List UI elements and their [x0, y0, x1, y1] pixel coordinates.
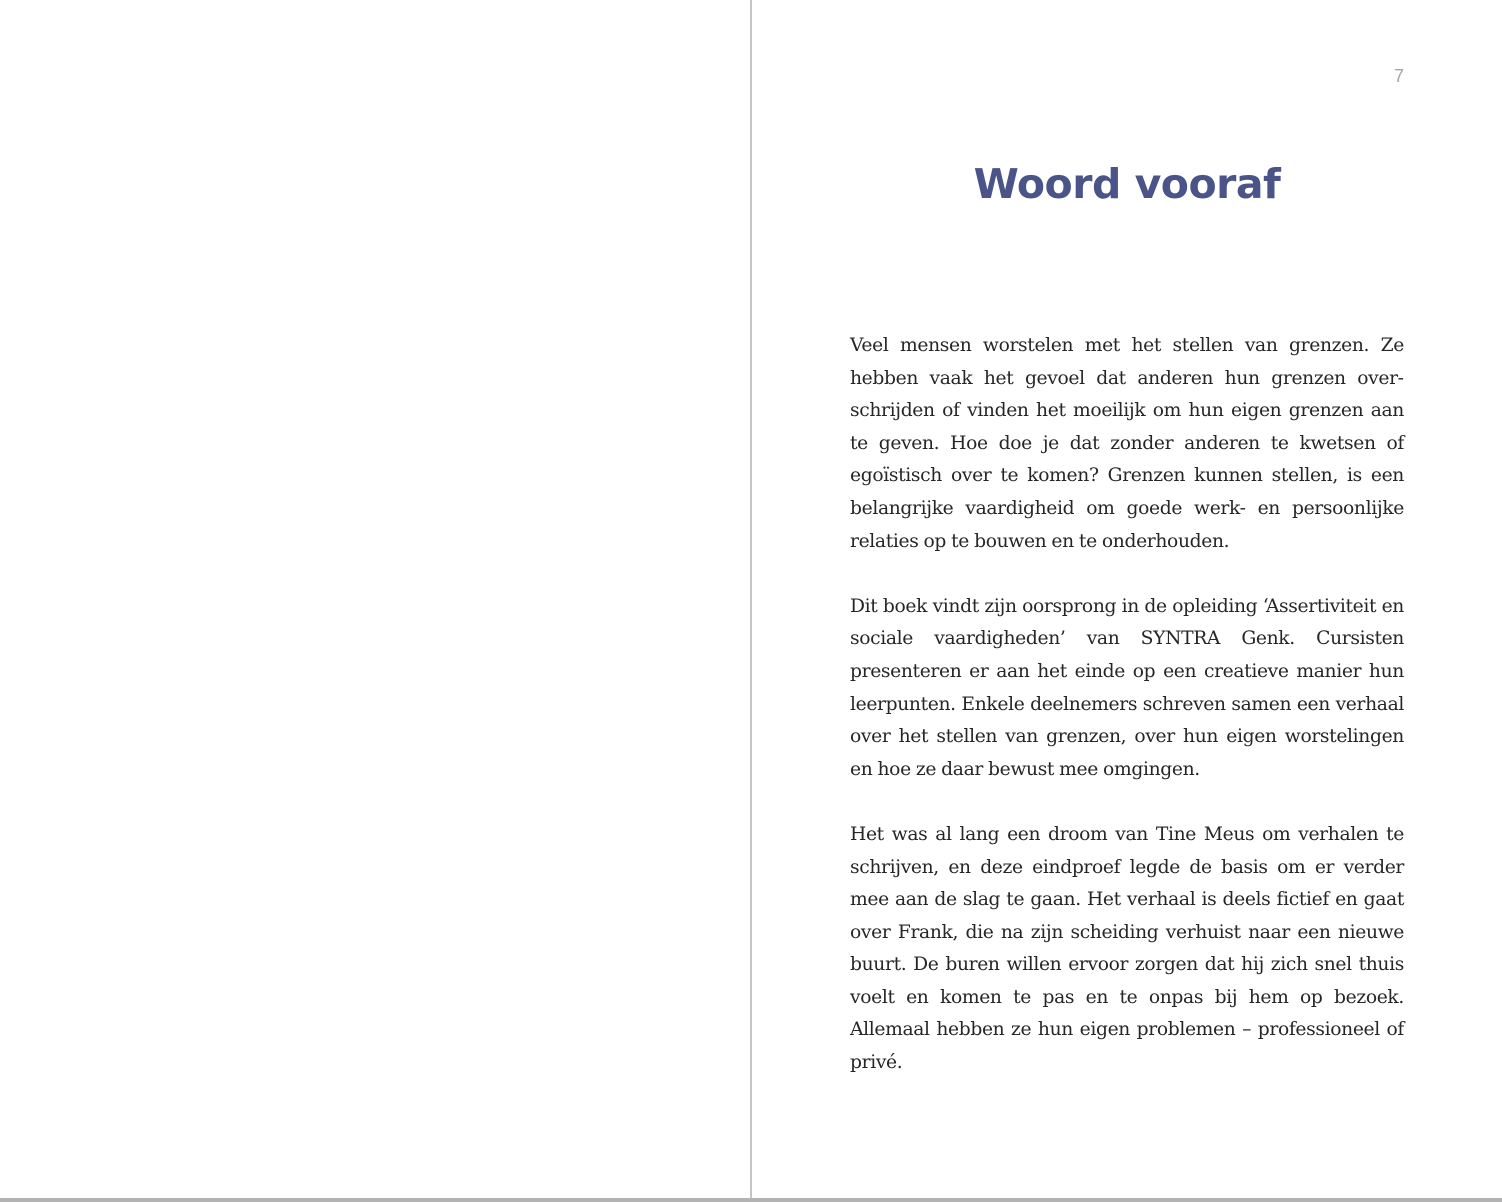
paragraph-intro: Veel mensen worstelen met het stellen van grenzen. Ze hebben vaak het gevoel dat anderen hun grenzen overschrijden of vinden het moeilijk om hun eigen grenzen aan te geven. Hoe doe je dat zonder anderen te kwetsen of egoïstisch over te komen? Grenzen kunnen stellen, is een belangrijke vaardigheid om goede werk- en persoonlijke relaties op te bouwen en te onderhouden. [850, 335, 1404, 552]
right-page [752, 0, 1502, 1198]
paragraph-story: Het was al lang een droom van Tine Meus om verhalen te schrijven, en deze eindproef legde de basis om er verder mee aan de slag te gaan. Het verhaal is deels fictief en gaat over Frank, die na zijn scheiding verhuist naar een nieuwe buurt. De buren willen ervoor zorgen dat hij zich snel thuis voelt en komen te pas en te onpas bij hem op bezoek. Allemaal hebben ze hun eigen problemen – professioneel of privé. [850, 823, 1404, 1074]
bottom-edge-divider [0, 1198, 1502, 1202]
body-text [850, 330, 1404, 1112]
page-number: 7 [1393, 66, 1404, 86]
chapter-title: Woord vooraf [973, 160, 1281, 208]
paragraph-origin: Dit boek vindt zijn oorsprong in de opleiding ‘Assertiviteit en sociale vaardigheden’ van SYNTRA Genk. Cursisten presenteren er aan het einde op een creatieve manier hun leerpunten. Enkele deelnemers schreven samen een verhaal over het stellen van grenzen, over hun eigen worstelingen en hoe ze daar bewust mee omgingen. [850, 595, 1404, 780]
left-page-blank [0, 0, 750, 1198]
